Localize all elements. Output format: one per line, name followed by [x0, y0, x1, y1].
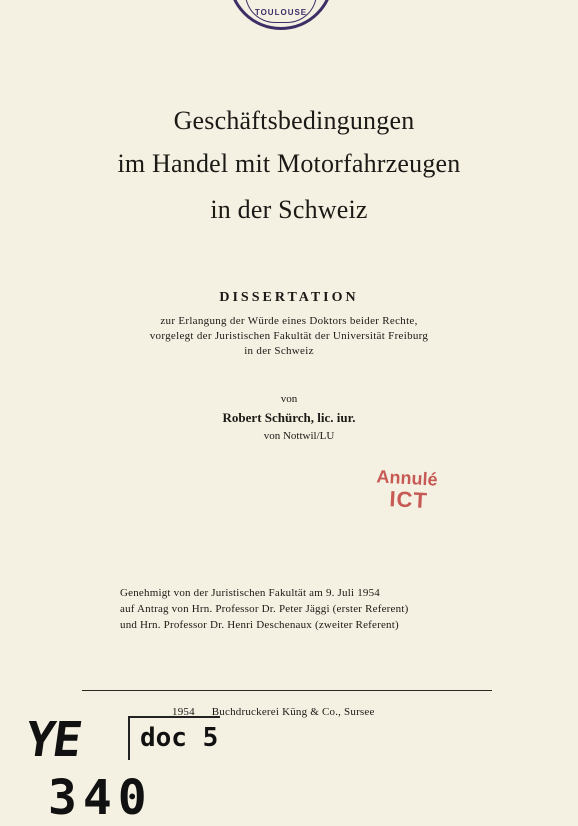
annule-stamp-line-1: Annulé	[376, 466, 439, 490]
annule-stamp-line-2: ICT	[388, 486, 429, 514]
dissertation-line-2: vorgelegt der Juristischen Fakultät der Universität Freiburg	[149, 330, 429, 342]
title-line-2: im Handel mit Motorfahrzeugen	[117, 149, 461, 178]
author-von: von	[280, 393, 298, 405]
stamp-text: TOULOUSE	[254, 8, 308, 17]
horizontal-rule	[82, 690, 492, 691]
dissertation-heading: DISSERTATION	[219, 290, 359, 305]
shelfmark-number: 340	[48, 770, 153, 826]
title-line-3: in der Schweiz	[210, 195, 368, 224]
annule-stamp	[375, 465, 438, 512]
author-name: Robert Schürch, lic. iur.	[222, 410, 356, 425]
shelfmark-ye: YE	[22, 712, 84, 768]
author-origin: von Nottwil/LU	[263, 430, 335, 442]
dissertation-line-1: zur Erlangung der Würde eines Doktors beider Rechte,	[160, 315, 418, 327]
approval-line-1: Genehmigt von der Juristischen Fakultät am 9. Juli 1954	[120, 587, 380, 599]
imprint-printer: Buchdruckerei Küng & Co., Sursee	[211, 706, 375, 718]
approval-line-3: und Hrn. Professor Dr. Henri Deschenaux (zweiter Referent)	[120, 619, 399, 631]
title-line-1: Geschäftsbedingungen	[173, 106, 415, 135]
approval-line-2: auf Antrag von Hrn. Professor Dr. Peter Jäggi (erster Referent)	[120, 603, 409, 615]
shelfmark-doc-label: doc 5	[128, 716, 220, 760]
library-stamp	[228, 0, 334, 30]
imprint-year: 1954	[172, 706, 195, 718]
dissertation-line-3: in der Schweiz	[244, 345, 314, 357]
